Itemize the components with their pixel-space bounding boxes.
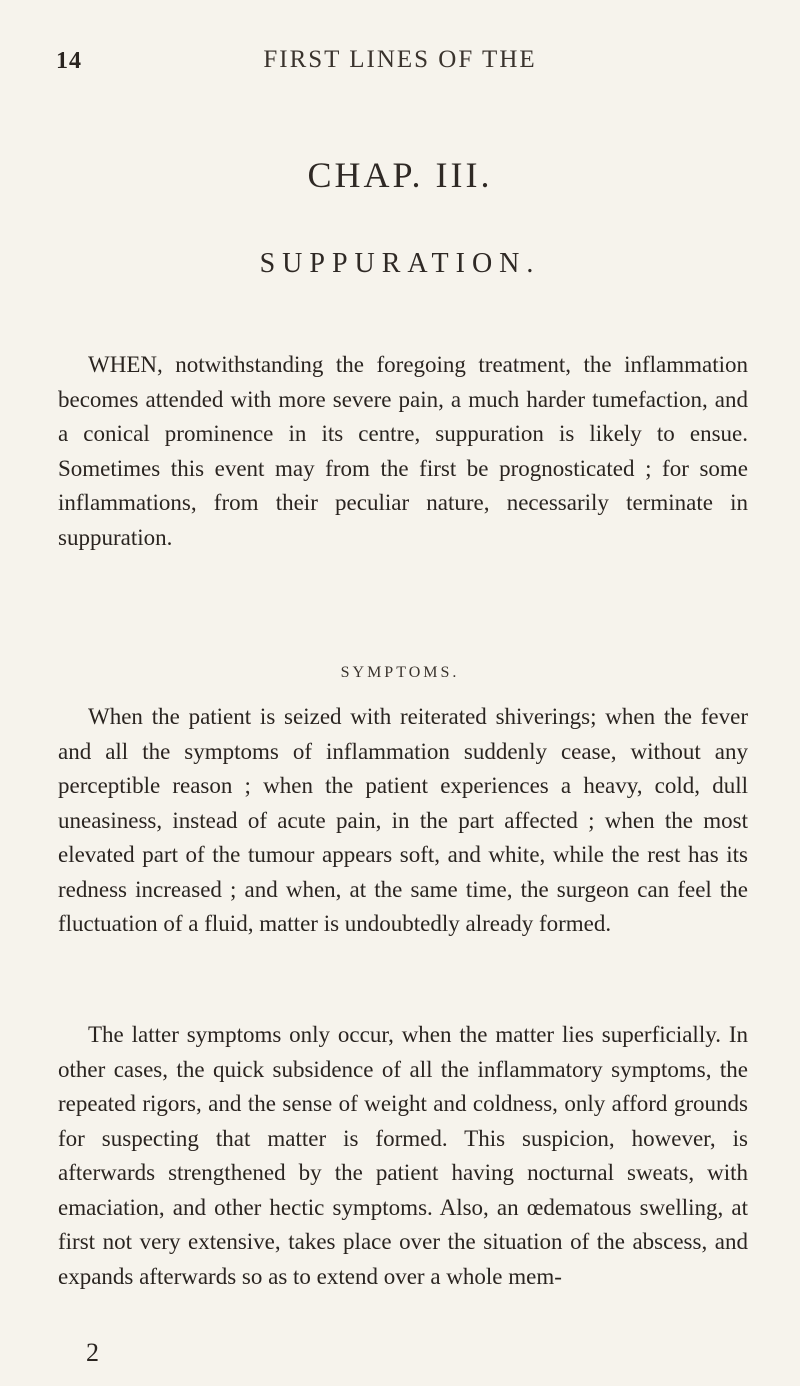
paragraph-latter-symptoms: The latter symptoms only occur, when the matter lies superficially. In other cases, the quick subsidence of all the inflammatory symptoms, the repeated rigors, and the sense of weight and coldness, only afford grounds for suspecting that matter is formed. This suspicion, however, is afterwards strengthened by the patient having nocturnal sweats, with emaciation, and other hectic symptoms. Also, an œdematous swelling, at first not very extensive, takes place over the situation of the abscess, and expands afterwards so as to extend over a whole mem- [58, 1022, 748, 1289]
section-title: SUPPURATION. [259, 248, 541, 279]
signature-mark: 2 [86, 1338, 99, 1367]
running-title: FIRST LINES OF THE [263, 46, 537, 73]
page-number: 14 [56, 48, 82, 74]
paragraph-symptoms: When the patient is seized with reiterated shiverings; when the fever and all the symptoms of inflammation suddenly cease, without any perceptible reason ; when the patient experiences a heavy, cold, dull uneasiness, instead of acute pain, in the part affected ; when the most elevated part of the tumour appears soft, and white, while the rest has its redness increased ; and when, at the same time, the surgeon can feel the fluctuation of a fluid, matter is undoubtedly already formed. [58, 704, 748, 936]
running-head [0, 36, 800, 76]
symptoms-subheading: SYMPTOMS. [340, 664, 460, 681]
chapter-title: CHAP. III. [307, 155, 493, 195]
paragraph-intro: WHEN, notwithstanding the foregoing treatment, the inflammation becomes attended with more severe pain, a much harder tumefaction, and a conical prominence in its centre, suppuration is likely to ensue. Sometimes this event may from the first be prognosticated ; for some inflammations, from their peculiar nature, necessarily terminate in suppuration. [58, 352, 748, 550]
